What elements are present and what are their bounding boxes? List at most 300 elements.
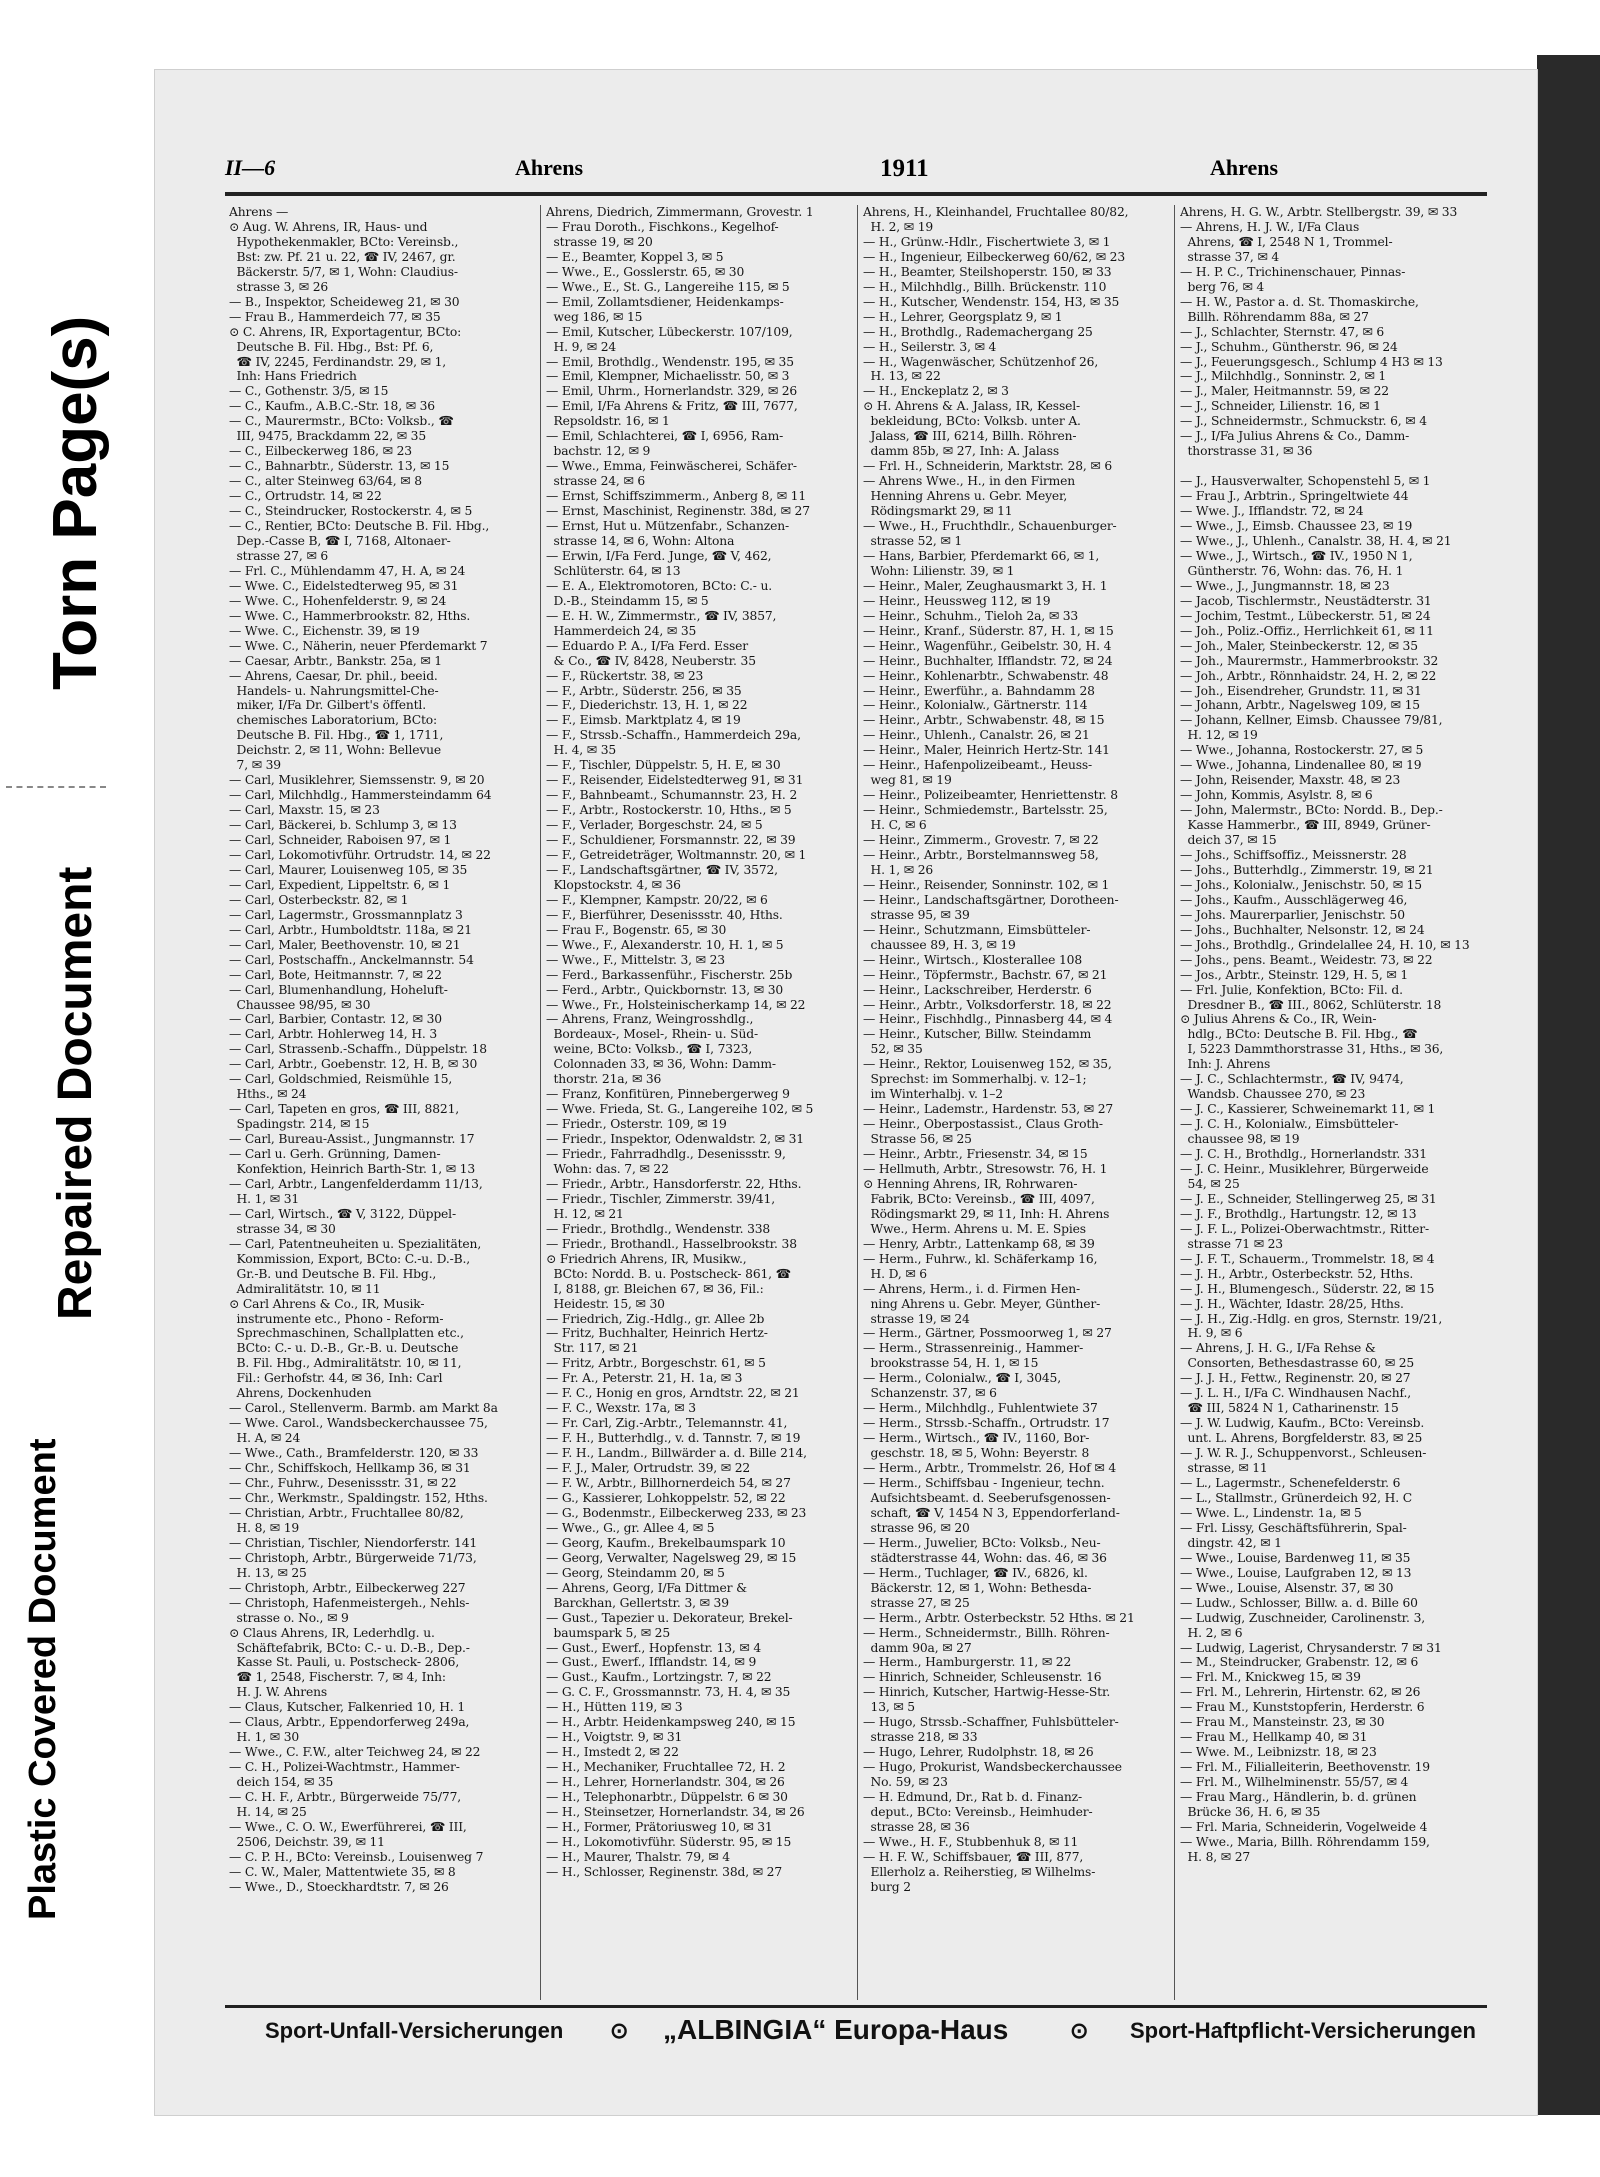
- directory-entry-line: — C., Maurermstr., BCto: Volksb., ☎: [229, 414, 454, 429]
- directory-entry-line: — Jochim, Testmt., Lübeckerstr. 51, ✉ 24: [1180, 608, 1431, 623]
- directory-entry-line: — Heinr., Zimmerm., Grovestr. 7, ✉ 22: [863, 833, 1099, 848]
- directory-entry-line: — Christoph, Hafenmeistergeh., Nehls-: [229, 1595, 470, 1610]
- running-head-left: Ahrens: [515, 155, 584, 180]
- directory-entry-line: — Chr., Fuhrw., Desenissstr. 31, ✉ 22: [229, 1476, 457, 1491]
- directory-entry-line: — Wwe., C. O. W., Ewerführerei, ☎ III,: [229, 1819, 467, 1834]
- directory-entry-line: — Emil, Brothdlg., Wendenstr. 195, ✉ 35: [546, 354, 794, 369]
- directory-entry-line: ☎ III, 5824 N 1, Catharinenstr. 15: [1180, 1401, 1399, 1416]
- directory-entry-line: — Wwe., Louise, Bardenweg 11, ✉ 35: [1180, 1550, 1411, 1565]
- directory-entry-line: — Herm., Gärtner, Possmoorweg 1, ✉ 27: [863, 1326, 1112, 1341]
- directory-entry-line: — J. C. H., Brothdlg., Hornerlandstr. 331: [1180, 1147, 1427, 1162]
- directory-entry-line: — Heinr., Schmiedemstr., Bartelsstr. 25,: [863, 803, 1108, 818]
- directory-entry-line: — Johann, Kellner, Eimsb. Chaussee 79/81,: [1180, 713, 1443, 728]
- directory-entry-line: — Christoph, Arbtr., Bürgerweide 71/73,: [229, 1550, 477, 1565]
- directory-entry-line: — Herm., Arbtr. Osterbeckstr. 52 Hths. ✉ 21: [863, 1610, 1135, 1625]
- directory-entry-line: — Frl. C., Mühlendamm 47, H. A, ✉ 24: [229, 563, 466, 578]
- directory-entry-line: — J. L. H., I/Fa C. Windhausen Nachf.,: [1180, 1386, 1412, 1401]
- footer-center: „ALBINGIA“ Europa-Haus: [663, 2014, 1009, 2045]
- directory-entry-line: — Joh., Maler, Steinbeckerstr. 12, ✉ 35: [1180, 638, 1418, 653]
- directory-entry-line: — Frau J., Arbtrin., Springeltwiete 44: [1180, 489, 1409, 504]
- directory-entry-line: — John, Reisender, Maxstr. 48, ✉ 23: [1180, 773, 1401, 788]
- directory-entry-line: Hammerdeich 24, ✉ 35: [546, 623, 697, 638]
- directory-entry-line: — Carl, Maler, Beethovenstr. 10, ✉ 21: [229, 937, 461, 952]
- directory-entry-line: 13, ✉ 5: [863, 1700, 915, 1715]
- directory-entry-line: chaussee 98, ✉ 19: [1180, 1132, 1300, 1147]
- directory-entry-line: ☎ 1, 2548, Fischerstr. 7, ✉ 4, Inh:: [229, 1670, 446, 1685]
- directory-entry-line: — Jos., Arbtr., Steinstr. 129, H. 5, ✉ 1: [1180, 967, 1409, 982]
- directory-entry-line: — Herm., Colonialw., ☎ I, 3045,: [863, 1371, 1061, 1386]
- directory-entry-line: — Gust., Tapezier u. Dekorateur, Brekel-: [546, 1610, 793, 1625]
- directory-entry-line: ⊙ Henning Ahrens, IR, Rohrwaren-: [863, 1176, 1078, 1191]
- directory-entry-line: — Carl, Patentneuheiten u. Spezialitäten,: [229, 1236, 482, 1251]
- directory-entry-line: — Carl, Arbtr., Humboldtstr. 118a, ✉ 21: [229, 922, 472, 937]
- directory-entry-line: — Johs., Schiffsoffiz., Meissnerstr. 28: [1180, 847, 1407, 862]
- directory-entry-line: Rödingsmarkt 29, ✉ 11, Inh: H. Ahrens: [863, 1206, 1110, 1221]
- directory-entry-line: — H., Hütten 119, ✉ 3: [546, 1700, 683, 1715]
- directory-entry-line: 2506, Deichstr. 39, ✉ 11: [229, 1834, 385, 1849]
- year: 1911: [880, 155, 929, 182]
- directory-entry-line: Fil.: Gerhofstr. 44, ✉ 36, Inh: Carl: [229, 1371, 443, 1386]
- directory-entry-line: unt. L. Ahrens, Borgfelderstr. 83, ✉ 25: [1180, 1431, 1423, 1446]
- directory-entry-line: — Heinr., Polizeibeamter, Henriettenstr. 8: [863, 788, 1118, 803]
- directory-entry-line: H. 1, ✉ 26: [863, 862, 934, 877]
- directory-entry-line: — J., Schneider, Lilienstr. 16, ✉ 1: [1180, 399, 1381, 414]
- directory-entry-line: Bäckerstr. 12, ✉ 1, Wohn: Bethesda-: [863, 1580, 1092, 1595]
- directory-entry-line: — Frau Marg., Händlerin, b. d. grünen: [1180, 1790, 1417, 1805]
- directory-entry-line: — Ernst, Schiffszimmerm., Anberg 8, ✉ 11: [546, 489, 807, 504]
- directory-entry-line: Klopstockstr. 4, ✉ 36: [546, 877, 681, 892]
- directory-entry-line: H. 12, ✉ 21: [546, 1206, 624, 1221]
- directory-entry-line: strasse 19, ✉ 20: [546, 234, 653, 249]
- directory-entry-line: — Joh., Eisendreher, Grundstr. 11, ✉ 31: [1180, 683, 1422, 698]
- advertisement-footer: [225, 2014, 1487, 2058]
- directory-entry-line: — Heinr., Maler, Heinrich Hertz-Str. 141: [863, 743, 1110, 758]
- side-labels: [0, 0, 110, 2177]
- directory-entry-line: Wohn: das. 7, ✉ 22: [546, 1162, 669, 1176]
- directory-entry-line: ⊙ Aug. W. Ahrens, IR, Haus- und: [229, 219, 428, 234]
- directory-entry-line: Admiralitätstr. 10, ✉ 11: [229, 1281, 381, 1296]
- directory-entry-line: — Frl. M., Knickweg 15, ✉ 39: [1180, 1670, 1361, 1685]
- directory-entry-line: deput., BCto: Vereinsb., Heimhuder-: [863, 1804, 1093, 1819]
- directory-entry-line: — J. F., Brothdlg., Hartungstr. 12, ✉ 13: [1180, 1206, 1417, 1221]
- directory-entry-line: — John, Kommis, Asylstr. 8, ✉ 6: [1180, 788, 1373, 803]
- directory-entry-line: — Frau B., Hammerdeich 77, ✉ 35: [229, 309, 441, 324]
- directory-entry-line: Ahrens, H., Kleinhandel, Fruchtallee 80/82,: [863, 205, 1129, 219]
- column-3: [863, 205, 1168, 2000]
- directory-entry-line: — Herm., Strssb.-Schaffn., Ortrudstr. 17: [863, 1416, 1110, 1431]
- directory-entry-line: Wohn: Lilienstr. 39, ✉ 1: [863, 563, 1015, 578]
- directory-entry-line: H. 1, ✉ 31: [229, 1191, 300, 1206]
- directory-entry-line: Bst: zw. Pf. 21 u. 22, ☎ IV, 2467, gr.: [229, 249, 456, 264]
- directory-entry-line: H. 14, ✉ 25: [229, 1804, 307, 1819]
- directory-entry-line: strasse, ✉ 11: [1180, 1461, 1268, 1476]
- directory-entry-line: — Erwin, I/Fa Ferd. Junge, ☎ V, 462,: [546, 548, 772, 563]
- directory-entry-line: — Friedr., Fahrradhdlg., Desenissstr. 9,: [546, 1147, 786, 1162]
- directory-entry-line: — J., Schuhm., Güntherstr. 96, ✉ 24: [1180, 339, 1398, 354]
- directory-entry-line: — J. H., Blumengesch., Süderstr. 22, ✉ 15: [1180, 1281, 1435, 1296]
- directory-entry-line: burg 2: [863, 1879, 911, 1894]
- directory-entry-line: — J. H., Wächter, Idastr. 28/25, Hths.: [1180, 1296, 1404, 1311]
- directory-entry-line: strasse 34, ✉ 30: [229, 1221, 336, 1236]
- directory-entry-line: — Chr., Schiffskoch, Hellkamp 36, ✉ 31: [229, 1461, 471, 1476]
- directory-entry-line: — F., Bierführer, Desenissstr. 40, Hths.: [546, 907, 783, 922]
- directory-entry-line: — Hans, Barbier, Pferdemarkt 66, ✉ 1,: [863, 548, 1100, 563]
- directory-entry-line: I, 8188, gr. Bleichen 67, ✉ 36, Fil.:: [546, 1281, 764, 1296]
- directory-entry-line: — Wwe., J., Eimsb. Chaussee 23, ✉ 19: [1180, 519, 1413, 534]
- directory-entry-line: — Johs., Buchhalter, Nelsonstr. 12, ✉ 24: [1180, 922, 1425, 937]
- directory-entry-line: — J. H., Zig.-Hdlg. en gros, Sternstr. 19/21,: [1180, 1311, 1443, 1326]
- directory-entry-line: Handels- u. Nahrungsmittel-Che-: [229, 683, 439, 698]
- directory-entry-line: — Wwe. C., Näherin, neuer Pferdemarkt 7: [229, 638, 488, 653]
- directory-entry-line: — Wwe., J., Uhlenh., Canalstr. 38, H. 4, ✉ 21: [1180, 533, 1452, 548]
- directory-entry-line: — Heinr., Landschaftsgärtner, Dorotheen-: [863, 892, 1119, 907]
- directory-entry-line: — J. W. Ludwig, Kaufm., BCto: Vereinsb.: [1180, 1416, 1425, 1431]
- directory-entry-line: — Heinr., Arbtr., Friesenstr. 34, ✉ 15: [863, 1147, 1088, 1162]
- directory-entry-line: — Heinr., Kutscher, Billw. Steindamm: [863, 1027, 1092, 1042]
- directory-entry-line: Sprechmaschinen, Schallplatten etc.,: [229, 1326, 464, 1341]
- directory-entry-line: — C., Eilbeckerweg 186, ✉ 23: [229, 444, 412, 459]
- directory-entry-line: — Hinrich, Kutscher, Hartwig-Hesse-Str.: [863, 1685, 1111, 1700]
- directory-entry-line: Schäftefabrik, BCto: C.- u. D.-B., Dep.-: [229, 1640, 470, 1655]
- footer-right: Sport-Haftpflicht-Versicherungen: [1130, 2018, 1476, 2043]
- directory-entry-line: — H., Enckeplatz 2, ✉ 3: [863, 384, 1009, 399]
- directory-entry-line: Ahrens, Diedrich, Zimmermann, Grovestr. 1: [546, 205, 814, 219]
- column-4: [1180, 205, 1485, 2000]
- directory-entry-line: bekleidung, BCto: Volksb. unter A.: [863, 414, 1081, 429]
- directory-entry-line: deich 37, ✉ 15: [1180, 833, 1277, 848]
- directory-entry-line: — J. H., Arbtr., Osterbeckstr. 52, Hths.: [1180, 1266, 1414, 1281]
- directory-entry-line: strasse 27, ✉ 6: [229, 548, 329, 563]
- directory-entry-line: strasse 37, ✉ 4: [1180, 249, 1280, 264]
- directory-entry-line: — Wwe., F., Mittelstr. 3, ✉ 23: [546, 952, 725, 967]
- directory-entry-line: — J. C. Heinr., Musiklehrer, Bürgerweide: [1180, 1162, 1429, 1176]
- directory-entry-line: — Ahrens, H. J. W., I/Fa Claus: [1180, 219, 1360, 234]
- directory-entry-line: — J. C., Schlachtermstr., ☎ IV, 9474,: [1180, 1072, 1404, 1087]
- directory-entry-line: — Joh., Maurermstr., Hammerbrookstr. 32: [1180, 653, 1439, 668]
- directory-entry-line: — Wwe. C., Eichenstr. 39, ✉ 19: [229, 623, 420, 638]
- directory-entry-line: städterstrasse 44, Wohn: das. 46, ✉ 36: [863, 1550, 1107, 1565]
- directory-entry-line: — Heinr., Schuhm., Tieloh 2a, ✉ 33: [863, 608, 1079, 623]
- column-2: [546, 205, 851, 2000]
- directory-entry-line: strasse 27, ✉ 25: [863, 1595, 970, 1610]
- directory-entry-line: — Friedr., Brothandl., Hasselbrookstr. 38: [546, 1236, 797, 1251]
- directory-entry-line: — Claus, Arbtr., Eppendorferweg 249a,: [229, 1715, 470, 1730]
- directory-entry-line: weine, BCto: Volksb., ☎ I, 7323,: [546, 1042, 753, 1057]
- directory-entry-line: chaussee 89, H. 3, ✉ 19: [863, 937, 1016, 952]
- directory-entry-line: — Ahrens, Herm., i. d. Firmen Hen-: [863, 1281, 1081, 1296]
- directory-entry-line: — H., Schlosser, Reginenstr. 38d, ✉ 27: [546, 1864, 783, 1879]
- directory-entry-line: — Herm., Wirtsch., ☎ IV., 1160, Bor-: [863, 1431, 1090, 1446]
- directory-entry-line: Heidestr. 15, ✉ 30: [546, 1296, 665, 1311]
- directory-entry-line: — Heinr., Wagenführ., Geibelstr. 30, H. 4: [863, 638, 1112, 653]
- directory-entry-line: weg 186, ✉ 15: [546, 309, 643, 324]
- directory-entry-line: — J. E., Schneider, Stellingerweg 25, ✉ 31: [1180, 1191, 1437, 1206]
- directory-entry-line: weg 81, ✉ 19: [863, 773, 952, 788]
- directory-entry-line: schaft, ☎ V, 1454 N 3, Eppendorferland-: [863, 1505, 1120, 1520]
- directory-entry-line: Henning Ahrens u. Gebr. Meyer,: [863, 489, 1068, 504]
- directory-entry-line: — Carl, Lokomotivführ. Ortrudstr. 14, ✉ 22: [229, 847, 491, 862]
- running-head-right: Ahrens: [1210, 155, 1279, 180]
- directory-entry-line: & Co., ☎ IV, 8428, Neuberstr. 35: [546, 653, 756, 668]
- directory-entry-line: Wandsb. Chaussee 270, ✉ 23: [1180, 1087, 1366, 1102]
- directory-entry-line: — Friedr., Brothdlg., Wendenstr. 338: [546, 1221, 771, 1236]
- directory-entry-line: — H., Lehrer, Georgsplatz 9, ✉ 1: [863, 309, 1063, 324]
- directory-entry-line: — Ernst, Maschinist, Reginenstr. 38d, ✉ 27: [546, 504, 810, 519]
- directory-entry-line: Ahrens, Dockenhuden: [229, 1386, 372, 1401]
- directory-entry-line: — Heinr., Rektor, Louisenweg 152, ✉ 35,: [863, 1057, 1112, 1072]
- directory-entry-line: I, 5223 Dammthorstrasse 31, Hths., ✉ 36,: [1180, 1042, 1444, 1057]
- directory-entry-line: Schanzenstr. 37, ✉ 6: [863, 1386, 997, 1401]
- directory-entry-line: — Carl, Bureau-Assist., Jungmannstr. 17: [229, 1132, 475, 1147]
- directory-entry-line: strasse 96, ✉ 20: [863, 1520, 970, 1535]
- directory-entry-line: — Heinr., Hafenpolizeibeamt., Heuss-: [863, 758, 1093, 773]
- directory-entry-line: — J. J. H., Fettw., Reginenstr. 20, ✉ 27: [1180, 1371, 1411, 1386]
- directory-entry-line: — Johs., Butterhdlg., Zimmerstr. 19, ✉ 21: [1180, 862, 1434, 877]
- directory-entry-line: Rödingsmarkt 29, ✉ 11: [863, 504, 1013, 519]
- directory-entry-line: — Hugo, Lehrer, Rudolphstr. 18, ✉ 26: [863, 1745, 1094, 1760]
- page-number: II—6: [225, 155, 276, 180]
- directory-entry-line: — L., Lagermstr., Schenefelderstr. 6: [1180, 1476, 1401, 1491]
- directory-entry-line: — Ludw., Schlosser, Billw. a. d. Bille 60: [1180, 1595, 1418, 1610]
- directory-entry-line: Inh: Hans Friedrich: [229, 369, 357, 384]
- directory-entry-line: — Johs. Maurerparlier, Jenischstr. 50: [1180, 907, 1405, 922]
- directory-entry-line: BCto: Nordd. B. u. Postscheck- 861, ☎: [546, 1266, 791, 1281]
- directory-entry-line: H. 9, ✉ 6: [1180, 1326, 1243, 1341]
- directory-entry-line: Dresdner B., ☎ III., 8062, Schlüterstr. 18: [1180, 997, 1442, 1012]
- directory-entry-line: — Ahrens, Caesar, Dr. phil., beeid.: [229, 668, 438, 683]
- directory-entry-line: — Fritz, Buchhalter, Heinrich Hertz-: [546, 1326, 768, 1341]
- directory-entry-line: Kasse Hammerbr., ☎ III, 8949, Grüner-: [1180, 818, 1431, 833]
- directory-entry-line: — Wwe., H. F., Stubbenhuk 8, ✉ 11: [863, 1834, 1079, 1849]
- directory-entry-line: — Frau M., Kunststopferin, Herderstr. 6: [1180, 1700, 1425, 1715]
- directory-entry-line: — Wwe., Johanna, Lindenallee 80, ✉ 19: [1180, 758, 1422, 773]
- directory-entry-line: — Frau M., Hellkamp 40, ✉ 31: [1180, 1730, 1368, 1745]
- directory-entry-line: — H. Edmund, Dr., Rat b. d. Finanz-: [863, 1790, 1083, 1805]
- directory-entry-line: — Johs., pens. Beamt., Weidestr. 73, ✉ 22: [1180, 952, 1433, 967]
- directory-entry-line: — F. C., Wexstr. 17a, ✉ 3: [546, 1401, 696, 1416]
- directory-entry-line: — Johs., Kolonialw., Jenischstr. 50, ✉ 15: [1180, 877, 1422, 892]
- directory-entry-line: Strasse 56, ✉ 25: [863, 1132, 972, 1147]
- directory-entry-line: — Carl, Expedient, Lippeltstr. 6, ✉ 1: [229, 877, 451, 892]
- directory-entry-line: — Emil, I/Fa Ahrens & Fritz, ☎ III, 7677,: [546, 399, 798, 414]
- directory-entry-line: — Wwe., Louise, Alsenstr. 37, ✉ 30: [1180, 1580, 1394, 1595]
- directory-entry-line: — Friedr., Osterstr. 109, ✉ 19: [546, 1117, 727, 1132]
- directory-entry-line: — Friedr., Tischler, Zimmerstr. 39/41,: [546, 1191, 775, 1206]
- directory-entry-line: — Carl, Arbtr. Hohlerweg 14, H. 3: [229, 1027, 438, 1042]
- directory-entry-line: — H. F. W., Schiffsbauer, ☎ III, 877,: [863, 1849, 1084, 1864]
- directory-entry-line: Barckhan, Gellertstr. 3, ✉ 39: [546, 1595, 729, 1610]
- directory-entry-line: — J., Hausverwalter, Schopenstehl 5, ✉ 1: [1180, 474, 1431, 489]
- directory-entry-line: Dep.-Casse B, ☎ I, 7168, Altonaer-: [229, 533, 451, 548]
- directory-entry-line: — J. W. R. J., Schuppenvorst., Schleusen-: [1180, 1446, 1427, 1461]
- directory-entry-line: — H., Grünw.-Hdlr., Fischertwiete 3, ✉ 1: [863, 234, 1111, 249]
- directory-entry-line: — Claus, Kutscher, Falkenried 10, H. 1: [229, 1700, 466, 1715]
- directory-entry-line: — Caesar, Arbtr., Bankstr. 25a, ✉ 1: [229, 653, 442, 668]
- directory-entry-line: No. 59, ✉ 23: [863, 1775, 948, 1790]
- directory-entry-line: — Franz, Konfitüren, Pinnebergerweg 9: [546, 1087, 790, 1102]
- directory-entry-line: — Herm., Strassenreinig., Hammer-: [863, 1341, 1084, 1356]
- directory-entry-line: — Henry, Arbtr., Lattenkamp 68, ✉ 39: [863, 1236, 1095, 1251]
- directory-entry-line: — Wwe., F., Alexanderstr. 10, H. 1, ✉ 5: [546, 937, 784, 952]
- directory-entry-line: — H., Telephonarbtr., Düppelstr. 6 ✉ 30: [546, 1790, 788, 1805]
- directory-entry-line: — C., Gothenstr. 3/5, ✉ 15: [229, 384, 389, 399]
- directory-entry-line: — Gust., Ewerf., Hopfenstr. 13, ✉ 4: [546, 1640, 762, 1655]
- directory-entry-line: — C., Rentier, BCto: Deutsche B. Fil. Hbg.,: [229, 519, 490, 534]
- directory-entry-line: III, 9475, Brackdamm 22, ✉ 35: [229, 429, 427, 444]
- directory-entry-line: — Heinr., Arbtr., Volksdorferstr. 18, ✉ 22: [863, 997, 1112, 1012]
- directory-entry-line: — J., Milchhdlg., Sonninstr. 2, ✉ 1: [1180, 369, 1387, 384]
- directory-entry-line: Inh: J. Ahrens: [1180, 1057, 1271, 1072]
- directory-entry-line: Bordeaux-, Mosel-, Rhein- u. Süd-: [546, 1027, 758, 1042]
- directory-entry-line: Güntherstr. 76, Wohn: das. 76, H. 1: [1180, 563, 1404, 578]
- directory-entry-line: — C., Ortrudstr. 14, ✉ 22: [229, 489, 382, 504]
- directory-entry-line: — Hugo, Prokurist, Wandsbeckerchaussee: [863, 1760, 1122, 1775]
- directory-entry-line: brookstrasse 54, H. 1, ✉ 15: [863, 1356, 1039, 1371]
- directory-entry-line: — J., Schlachter, Sternstr. 47, ✉ 6: [1180, 324, 1385, 339]
- directory-entry-line: — H. W., Pastor a. d. St. Thomaskirche,: [1180, 294, 1419, 309]
- directory-entry-line: — H., Maurer, Thalstr. 79, ✉ 4: [546, 1849, 730, 1864]
- directory-entry-line: — Johs., Kaufm., Ausschlägerweg 46,: [1180, 892, 1408, 907]
- directory-entry-line: — Heinr., Uhlenh., Canalstr. 26, ✉ 21: [863, 728, 1090, 743]
- directory-entry-line: Aufsichtsbeamt. d. Seeberufsgenossen-: [863, 1490, 1111, 1505]
- directory-entry-line: — Carl, Maurer, Louisenweg 105, ✉ 35: [229, 862, 468, 877]
- directory-entry-line: — Hugo, Strssb.-Schaffner, Fuhlsbütteler-: [863, 1715, 1119, 1730]
- directory-entry-line: Deichstr. 2, ✉ 11, Wohn: Bellevue: [229, 743, 442, 758]
- column-1: [229, 205, 534, 2000]
- directory-entry-line: — Georg, Steindamm 20, ✉ 5: [546, 1565, 725, 1580]
- directory-entry-line: — Frl. H., Schneiderin, Marktstr. 28, ✉ 6: [863, 459, 1113, 474]
- directory-entry-line: — Heinr., Kohlenarbtr., Schwabenstr. 48: [863, 668, 1109, 683]
- directory-entry-line: strasse 95, ✉ 39: [863, 907, 970, 922]
- directory-entry-line: — Emil, Schlachterei, ☎ I, 6956, Ram-: [546, 429, 784, 444]
- directory-entry-line: Deutsche B. Fil. Hbg., ☎ 1, 1711,: [229, 728, 444, 743]
- directory-entry-line: — F., Eimsb. Marktplatz 4, ✉ 19: [546, 713, 741, 728]
- directory-entry-line: — Fritz, Arbtr., Borgeschstr. 61, ✉ 5: [546, 1356, 766, 1371]
- directory-entry-line: Jalass, ☎ III, 6214, Billh. Röhren-: [863, 429, 1077, 444]
- directory-entry-line: — F. H., Butterhdlg., v. d. Tannstr. 7, ✉ 19: [546, 1431, 801, 1446]
- directory-entry-line: Fabrik, BCto: Vereinsb., ☎ III, 4097,: [863, 1191, 1095, 1206]
- directory-entry-line: strasse 52, ✉ 1: [863, 533, 963, 548]
- directory-entry-line: — Heinr., Wirtsch., Klosterallee 108: [863, 952, 1082, 967]
- directory-entry-line: H. 2, ✉ 6: [1180, 1625, 1243, 1640]
- directory-entry-line: H. D, ✉ 6: [863, 1266, 927, 1281]
- directory-entry-line: — Carol., Stellenverm. Barmb. am Markt 8a: [229, 1401, 498, 1416]
- directory-entry-line: — Friedr., Inspektor, Odenwaldstr. 2, ✉ 31: [546, 1132, 804, 1147]
- directory-entry-line: Chaussee 98/95, ✉ 30: [229, 997, 371, 1012]
- directory-entry-line: ⊙ Claus Ahrens, IR, Lederhdlg. u.: [229, 1625, 435, 1640]
- directory-entry-line: — Wwe., E., St. G., Langereihe 115, ✉ 5: [546, 279, 790, 294]
- directory-entry-line: — Frl. Maria, Schneiderin, Vogelweide 4: [1180, 1819, 1428, 1834]
- directory-entry-line: strasse 24, ✉ 6: [546, 474, 646, 489]
- directory-entry-line: strasse 14, ✉ 6, Wohn: Altona: [546, 533, 735, 548]
- directory-entry-line: — Carl, Milchhdlg., Hammersteindamm 64: [229, 788, 492, 803]
- page-header: [225, 155, 1487, 189]
- directory-entry-line: — Ferd., Barkassenführ., Fischerstr. 25b: [546, 967, 793, 982]
- directory-entry-line: — Carl u. Gerh. Grünning, Damen-: [229, 1147, 441, 1162]
- directory-entry-line: Brücke 36, H. 6, ✉ 35: [1180, 1804, 1321, 1819]
- directory-entry-line: Gr.-B. und Deutsche B. Fil. Hbg.,: [229, 1266, 437, 1281]
- directory-entry-line: — Heinr., Oberpostassist., Claus Groth-: [863, 1117, 1103, 1132]
- directory-entry-line: — Georg, Kaufm., Brekelbaumspark 10: [546, 1535, 786, 1550]
- directory-entry-line: baumspark 5, ✉ 25: [546, 1625, 671, 1640]
- directory-entry-line: Consorten, Bethesdastrasse 60, ✉ 25: [1180, 1356, 1415, 1371]
- directory-entry-line: ⊙ Julius Ahrens & Co., IR, Wein-: [1180, 1012, 1377, 1027]
- directory-entry-line: H. C, ✉ 6: [863, 818, 927, 833]
- label-repaired-document: Repaired Document: [49, 866, 102, 1320]
- directory-entry-line: — Heinr., Kranf., Süderstr. 87, H. 1, ✉ 15: [863, 623, 1114, 638]
- directory-entry-line: — Wwe., Cath., Bramfelderstr. 120, ✉ 33: [229, 1446, 479, 1461]
- label-torn-pages: Torn Page(s): [41, 315, 110, 690]
- directory-entry-line: — H., Kutscher, Wendenstr. 154, H3, ✉ 35: [863, 294, 1120, 309]
- directory-entry-line: H. J. W. Ahrens: [229, 1685, 328, 1700]
- directory-entry-line: — Fr. A., Peterstr. 21, H. 1a, ✉ 3: [546, 1371, 743, 1386]
- footer-rule: [225, 2005, 1487, 2008]
- directory-entry-line: — Carl, Goldschmied, Reismühle 15,: [229, 1072, 453, 1087]
- directory-entry-line: D.-B., Steindamm 15, ✉ 5: [546, 593, 709, 608]
- directory-entry-line: instrumente etc., Phono - Reform-: [229, 1311, 444, 1326]
- directory-entry-line: Billh. Röhrendamm 88a, ✉ 27: [1180, 309, 1369, 324]
- directory-entry-line: ning Ahrens u. Gebr. Meyer, Günther-: [863, 1296, 1101, 1311]
- directory-entry-line: ☎ IV, 2245, Ferdinandstr. 29, ✉ 1,: [229, 354, 447, 369]
- directory-entry-line: — F., Reisender, Eidelstedterweg 91, ✉ 31: [546, 773, 804, 788]
- directory-entry-line: — Wwe. M., Leibnizstr. 18, ✉ 23: [1180, 1745, 1377, 1760]
- directory-entry-line: — J., Schneidermstr., Schmuckstr. 6, ✉ 4: [1180, 414, 1427, 429]
- directory-entry-line: — Carl, Lagermstr., Grossmannplatz 3: [229, 907, 463, 922]
- directory-entry-line: — Carl, Postschaffn., Anckelmannstr. 54: [229, 952, 474, 967]
- directory-entry-line: — Ahrens, J. H. G., I/Fa Rehse &: [1180, 1341, 1376, 1356]
- directory-entry-line: Schlüterstr. 64, ✉ 13: [546, 563, 681, 578]
- directory-entry-line: — F., Bahnbeamt., Schumannstr. 23, H. 2: [546, 788, 798, 803]
- directory-entry-line: — Ernst, Hut u. Mützenfabr., Schanzen-: [546, 519, 790, 534]
- directory-entry-line: — Friedr., Arbtr., Hansdorferstr. 22, Hths.: [546, 1176, 802, 1191]
- directory-entry-line: Kasse St. Pauli, u. Postscheck- 2806,: [229, 1655, 460, 1670]
- directory-entry-line: — Carl, Bäckerei, b. Schlump 3, ✉ 13: [229, 818, 457, 833]
- label-plastic-covered: Plastic Covered Document: [22, 1438, 64, 1920]
- directory-entry-line: — C. H., Polizei-Wachtmstr., Hammer-: [229, 1760, 460, 1775]
- directory-entry-line: — Fr. Carl, Zig.-Arbtr., Telemannstr. 41,: [546, 1416, 788, 1431]
- directory-entry-line: — H., Steinsetzer, Hornerlandstr. 34, ✉ 26: [546, 1804, 805, 1819]
- directory-entry-line: — Frau F., Bogenstr. 65, ✉ 30: [546, 922, 727, 937]
- directory-entry-line: — H. P. C., Trichinenschauer, Pinnas-: [1180, 264, 1406, 279]
- directory-entry-line: — Herm., Milchhdlg., Fuhlentwiete 37: [863, 1401, 1098, 1416]
- directory-entry-line: — Heinr., Reisender, Sonninstr. 102, ✉ 1: [863, 877, 1110, 892]
- directory-entry-line: — H., Seilerstr. 3, ✉ 4: [863, 339, 997, 354]
- directory-entry-line: — Herm., Fuhrw., kl. Schäferkamp 16,: [863, 1251, 1098, 1266]
- directory-entry-line: — Ahrens, Georg, I/Fa Dittmer &: [546, 1580, 747, 1595]
- directory-entry-line: — F., Landschaftsgärtner, ☎ IV, 3572,: [546, 862, 778, 877]
- directory-entry-line: — Emil, Zollamtsdiener, Heidenkamps-: [546, 294, 784, 309]
- directory-entry-line: — Heinr., Schutzmann, Eimsbütteler-: [863, 922, 1091, 937]
- directory-entry-line: Sprechst: im Sommerhalbj. v. 12–1;: [863, 1072, 1087, 1087]
- directory-entry-line: — Ahrens Wwe., H., in den Firmen: [863, 474, 1076, 489]
- directory-entry-line: — Wwe., J., Wirtsch., ☎ IV., 1950 N 1,: [1180, 548, 1413, 563]
- directory-entry-line: damm 90a, ✉ 27: [863, 1640, 972, 1655]
- directory-entry-line: — H., Brothdlg., Rademachergang 25: [863, 324, 1093, 339]
- directory-entry-line: hdlg., BCto: Deutsche B. Fil. Hbg., ☎: [1180, 1027, 1418, 1042]
- directory-entry-line: BCto: C.- u. D.-B., Gr.-B. u. Deutsche: [229, 1341, 459, 1356]
- directory-entry-line: — E. H. W., Zimmermstr., ☎ IV, 3857,: [546, 608, 777, 623]
- directory-entry-line: — F., Rückertstr. 38, ✉ 23: [546, 668, 704, 683]
- directory-entry-line: — J., Feuerungsgesch., Schlump 4 H3 ✉ 13: [1180, 354, 1443, 369]
- directory-entry-line: — C., Bahnarbtr., Süderstr. 13, ✉ 15: [229, 459, 450, 474]
- directory-entry-line: — Wwe., D., Stoeckhardtstr. 7, ✉ 26: [229, 1879, 449, 1894]
- directory-entry-line: — Emil, Kutscher, Lübeckerstr. 107/109,: [546, 324, 793, 339]
- directory-entry-line: — Wwe., Louise, Laufgraben 12, ✉ 13: [1180, 1565, 1412, 1580]
- directory-entry-line: strasse 218, ✉ 33: [863, 1730, 978, 1745]
- footer-bullet: ⊙: [1070, 2018, 1089, 2043]
- directory-entry-line: — F., Diederichstr. 13, H. 1, ✉ 22: [546, 698, 748, 713]
- directory-entry-line: — G., Bodenmstr., Eilbeckerweg 233, ✉ 23: [546, 1505, 807, 1520]
